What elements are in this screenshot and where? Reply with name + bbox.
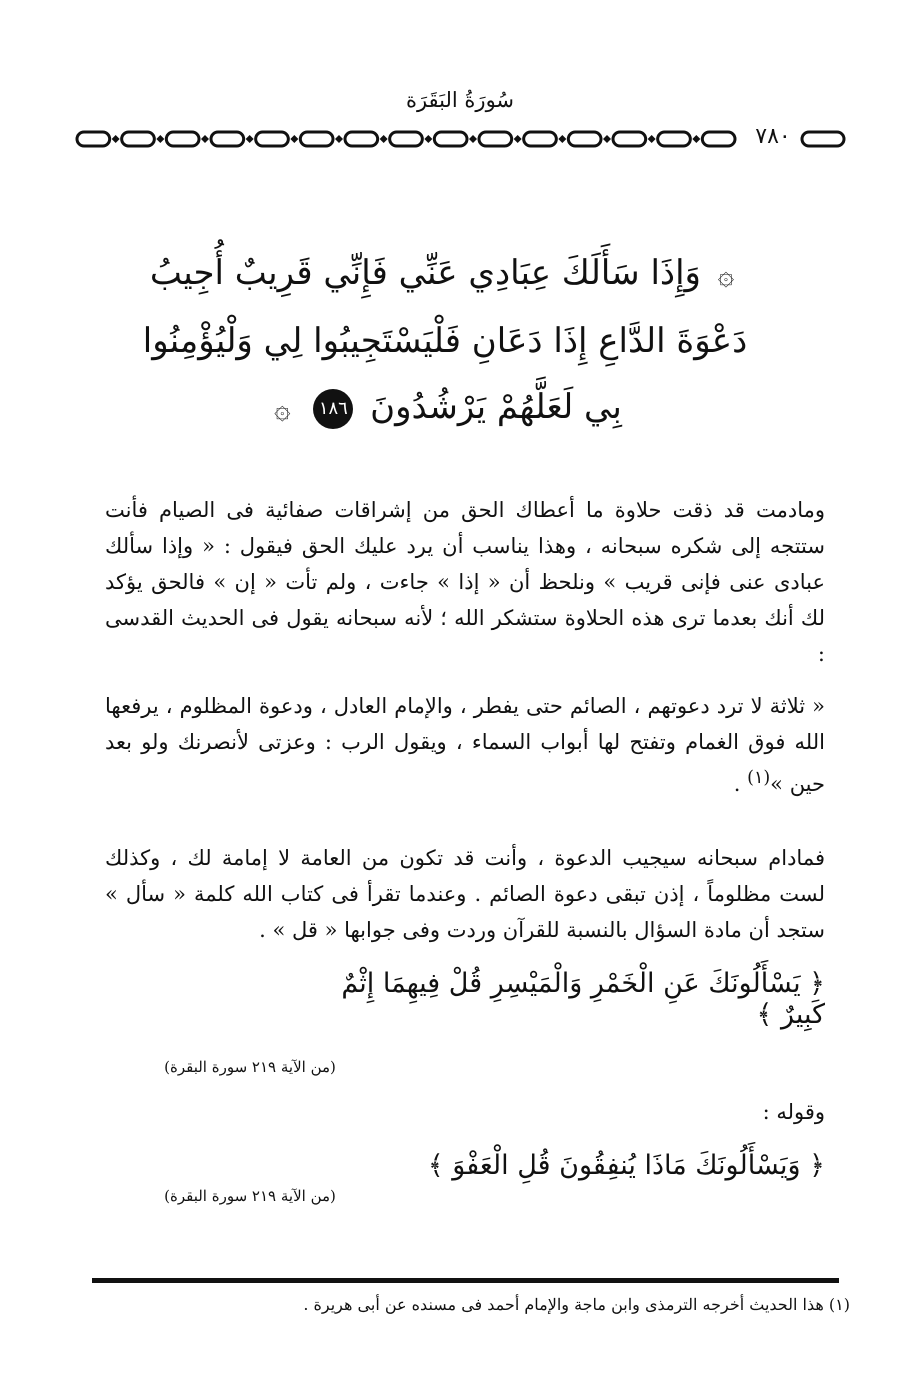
paragraph-hadith	[105, 688, 825, 802]
chain-link	[122, 132, 155, 146]
chain-link	[166, 132, 199, 146]
quote-source-1: (من الآية ٢١٩ سورة البقرة)	[164, 1058, 336, 1076]
chain-diamond	[246, 135, 254, 143]
surah-title: سُورَةُ البَقَرَة	[405, 88, 515, 112]
chain-link	[77, 132, 110, 146]
chain-diamond	[380, 135, 388, 143]
chain-diamond	[692, 135, 700, 143]
chain-diamond	[514, 135, 522, 143]
ornament-bracket-icon: ۞	[717, 258, 735, 291]
ornament-bracket-icon: ۞	[274, 392, 291, 425]
chain-diamond	[424, 135, 432, 143]
chain-link	[300, 132, 333, 146]
chain-link	[434, 132, 467, 146]
ayah-number-badge: ١٨٦	[313, 389, 353, 429]
footnote-divider	[92, 1278, 839, 1283]
chain-link	[479, 132, 512, 146]
page-number: ٧٨٠	[755, 124, 791, 149]
footnote: (١) هذا الحديث أخرجه الترمذى وابن ماجة والإمام أحمد فى مسنده عن أبى هريرة .	[303, 1295, 850, 1314]
chain-diamond	[469, 135, 477, 143]
chain-link	[390, 132, 423, 146]
chain-link	[345, 132, 378, 146]
chain-link	[211, 132, 244, 146]
chain-link	[524, 132, 557, 146]
decorative-link	[798, 126, 848, 152]
chain-link	[658, 132, 691, 146]
verse-line-2: دَعْوَةَ الدَّاعِ إِذَا دَعَانِ فَلْيَسْتَجِيبُوا لِي وَلْيُؤْمِنُوا	[142, 321, 748, 361]
chain-diamond	[603, 135, 611, 143]
quran-verse-block	[120, 240, 770, 442]
hadith-text: « ثلاثة لا ترد دعوتهم ، الصائم حتى يفطر ، والإمام العادل ، ودعوة المظلوم ، يرفعها الله فوق الغمام وتفتح لها أبواب السماء ، ويقول الرب : وعزتى لأنصرنك ولو بعد حين »	[105, 694, 825, 796]
quote-intro: وقوله :	[762, 1100, 825, 1124]
chain-diamond	[201, 135, 209, 143]
chain-diamond	[290, 135, 298, 143]
quran-quote-2: ﴿ وَيَسْأَلُونَكَ مَاذَا يُنفِقُونَ قُلِ الْعَفْوَ ﴾	[427, 1150, 825, 1181]
paragraph-1: ومادمت قد ذقت حلاوة ما أعطاك الحق من إشراقات صفائية فى الصيام فأنت ستتجه إلى شكره سبحانه ، وهذا يناسب أن يرد عليك الحق فيقول : « وإذا سألك عبادى عنى فإنى قريب » ونلحظ أن « إذا » جاءت ، ولم تأت « إن » فالحق يؤكد لك أنك بعدما ترى هذه الحلاوة ستشكر الله ؛ لأنه سبحانه يقول فى الحديث القدسى :	[105, 498, 825, 666]
chain-link	[613, 132, 646, 146]
quote-source-2: (من الآية ٢١٩ سورة البقرة)	[164, 1187, 336, 1205]
chain-diamond	[648, 135, 656, 143]
verse-line-1: وَإِذَا سَأَلَكَ عِبَادِي عَنِّي فَإِنِّي قَرِيبٌ أُجِيبُ	[149, 253, 701, 293]
hadith-end: .	[733, 772, 741, 796]
paragraph-3: فمادام سبحانه سيجيب الدعوة ، وأنت قد تكون من العامة لا إمامة لك ، وكذلك لست مظلوماً ، إذن تبقى دعوة الصائم . وعندما تقرأ فى كتاب الله كلمة « سأل » ستجد أن مادة السؤال بالنسبة للقرآن وردت وفى جوابها « قل » .	[105, 846, 825, 942]
chain-link	[256, 132, 289, 146]
chain-diamond	[112, 135, 120, 143]
quran-quote-1: ﴿ يَسْأَلُونَكَ عَنِ الْخَمْرِ وَالْمَيْسِرِ قُلْ فِيهِمَا إِثْمٌ كَبِيرٌ ﴾	[341, 968, 825, 1030]
chain-diamond	[156, 135, 164, 143]
chain-diamond	[558, 135, 566, 143]
footnote-ref: (١)	[747, 768, 771, 788]
chain-diamond	[335, 135, 343, 143]
decorative-chain-border	[72, 126, 742, 152]
chain-link	[702, 132, 735, 146]
chain-link	[568, 132, 601, 146]
verse-line-3: بِي لَعَلَّهُمْ يَرْشُدُونَ	[370, 387, 622, 427]
